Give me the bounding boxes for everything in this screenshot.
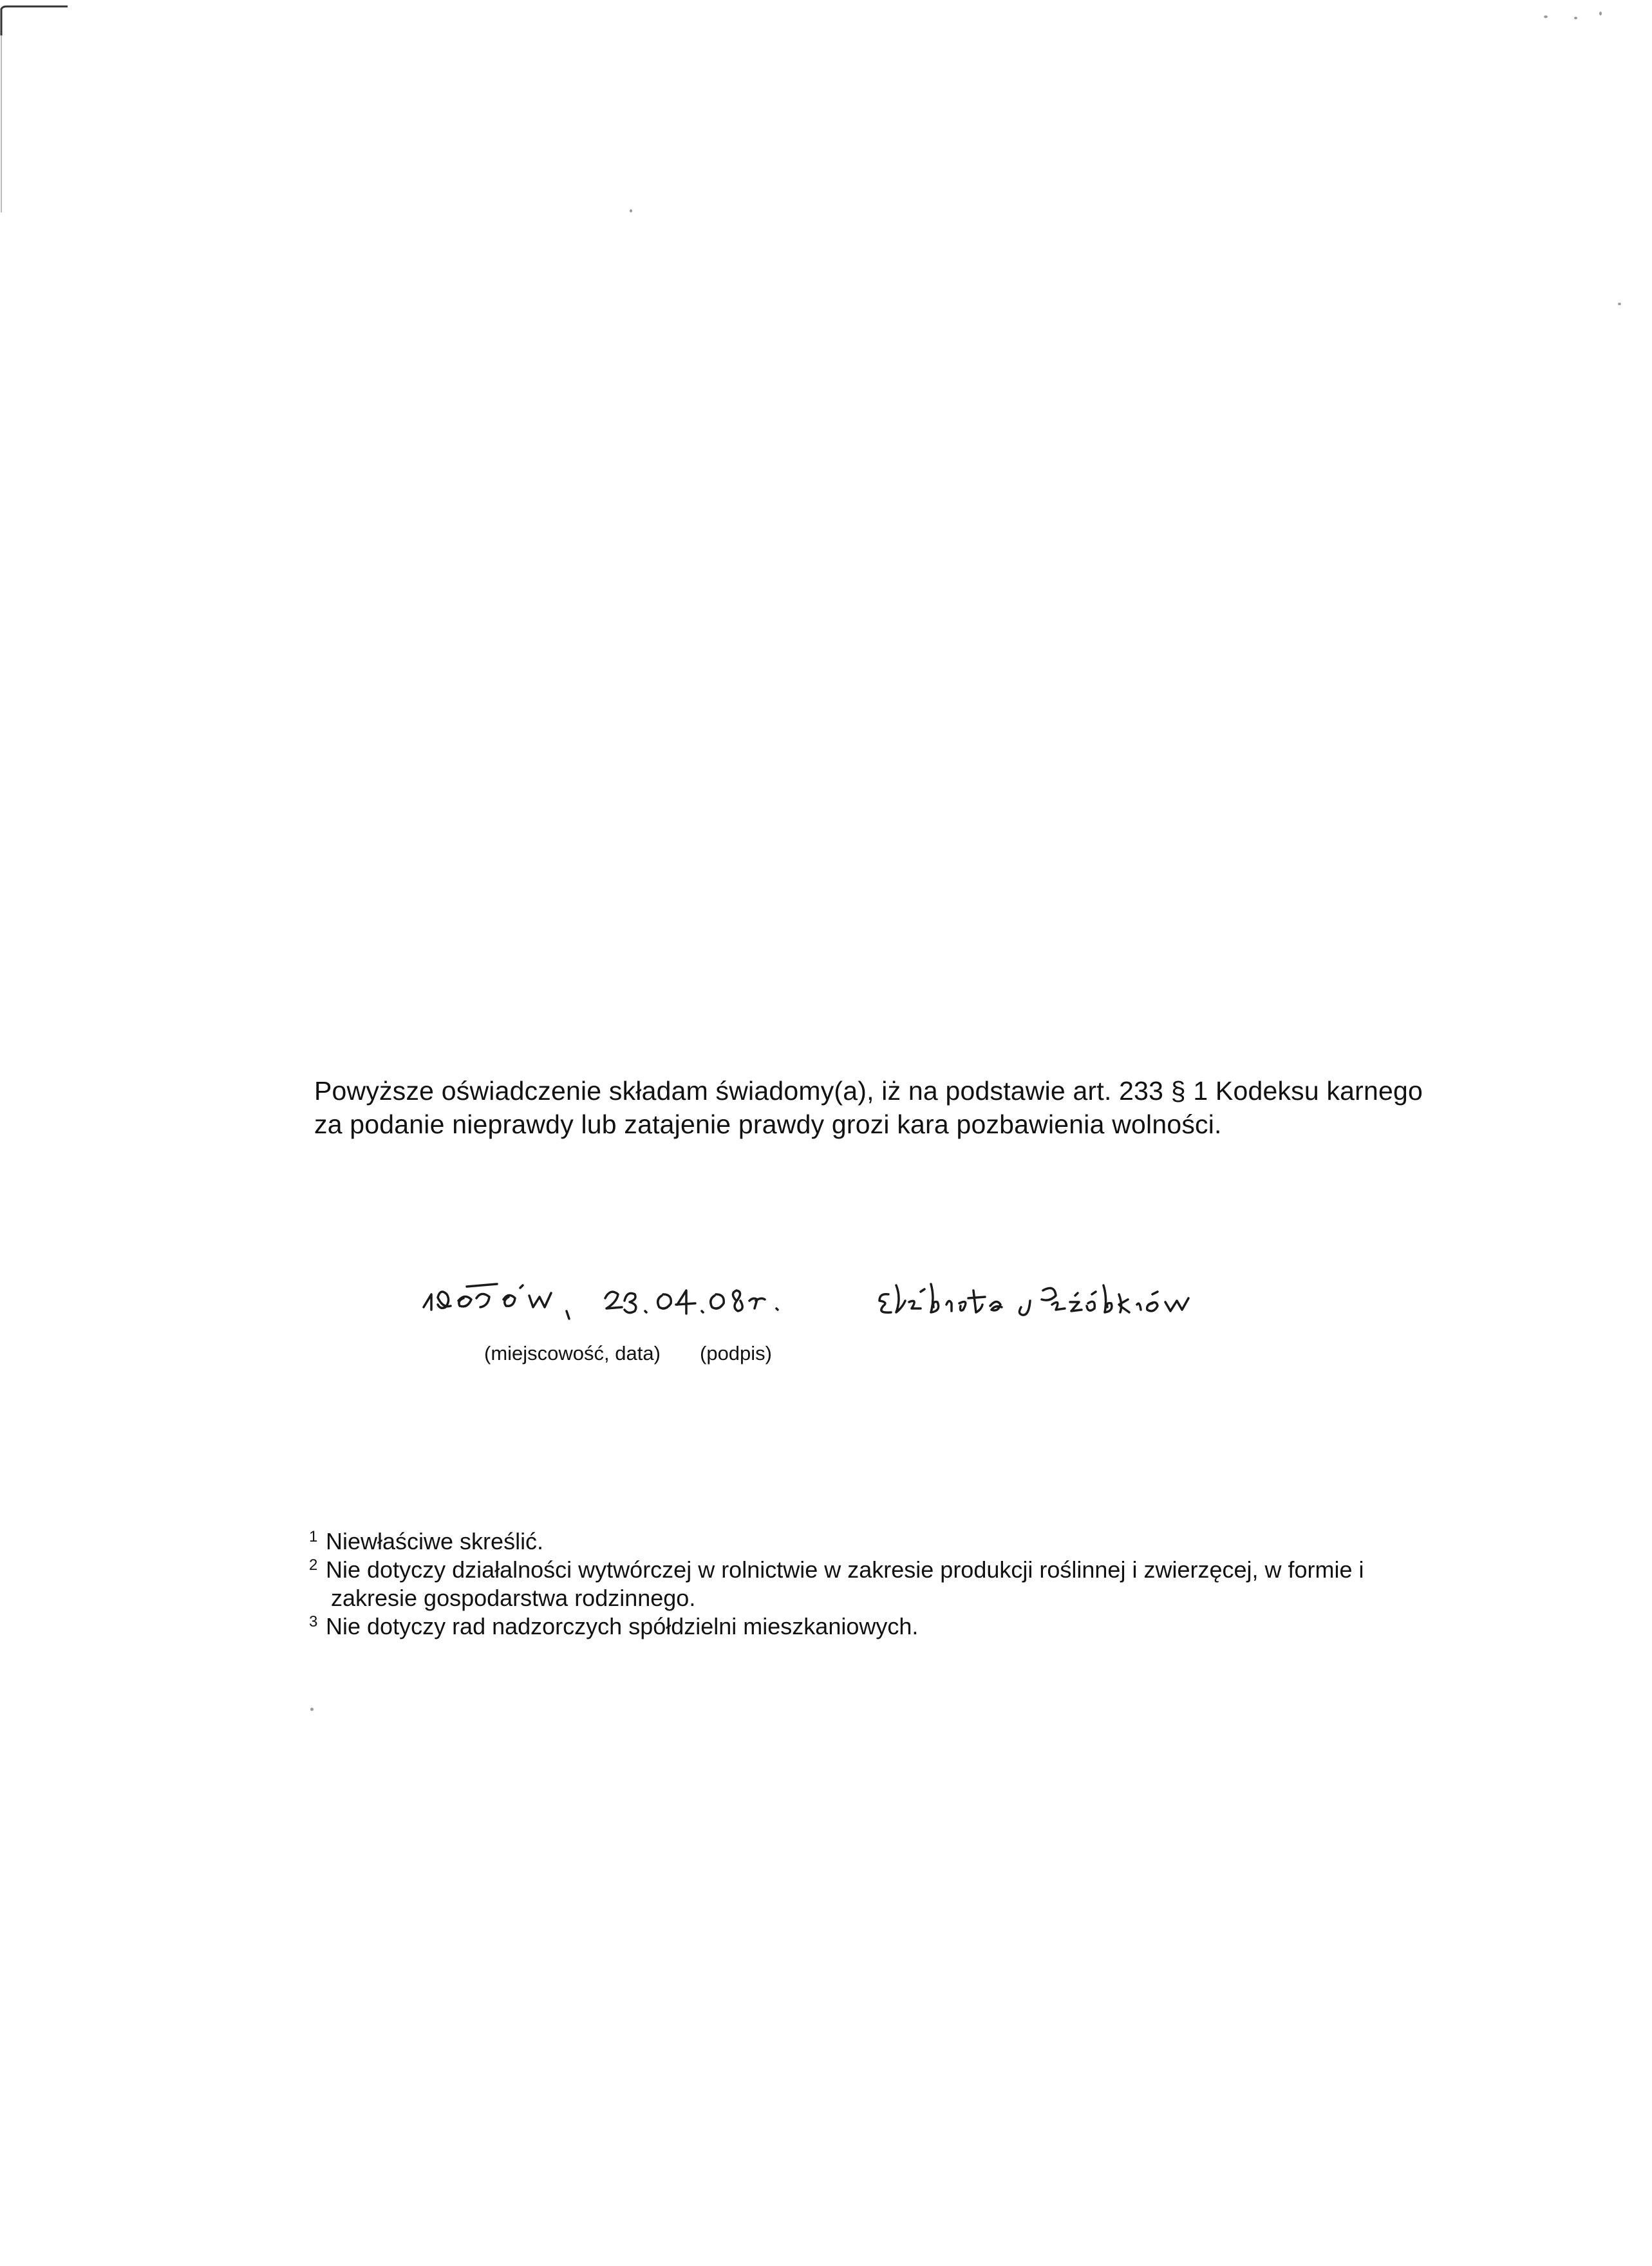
statement-paragraph [314, 1074, 1473, 1141]
scan-speck [1574, 17, 1577, 19]
scan-speck [310, 1708, 314, 1711]
scan-speck [630, 209, 632, 212]
footnotes [309, 1527, 1500, 1641]
scan-speck [1618, 303, 1621, 305]
footnote-2 [309, 1556, 1500, 1584]
footnote-2-continuation: zakresie gospodarstwa rodzinnego. [331, 1585, 696, 1611]
footnote-mark: 3 [309, 1613, 318, 1630]
footnote-1 [309, 1527, 1500, 1556]
footnote-mark: 2 [309, 1556, 318, 1574]
footnote-3 [309, 1612, 1500, 1641]
handwritten-signature [879, 1284, 1188, 1315]
handwritten-place-date [424, 1284, 778, 1319]
statement-line-1: Powyższe oświadczenie składam świadomy(a), iż na podstawie art. 233 § 1 Kodeksu karnego [314, 1076, 1423, 1106]
statement-line-2: za podanie nieprawdy lub zatajenie prawdy grozi kara pozbawienia wolności. [314, 1109, 1222, 1139]
footnote-text: Niewłaściwe skreślić. [326, 1528, 544, 1554]
footnote-mark: 1 [309, 1528, 318, 1545]
scan-speck [1544, 15, 1548, 18]
footnote-text: Nie dotyczy rad nadzorczych spółdzielni mieszkaniowych. [326, 1613, 919, 1639]
scan-speck [1599, 12, 1602, 15]
footnote-text: Nie dotyczy działalności wytwórczej w rolnictwie w zakresie produkcji roślinnej i zwierzęcej, w formie i [326, 1556, 1364, 1583]
handwritten-entries [412, 1262, 1262, 1339]
caption-place-date: (miejscowość, data) [484, 1342, 661, 1364]
caption-signature: (podpis) [700, 1342, 772, 1364]
